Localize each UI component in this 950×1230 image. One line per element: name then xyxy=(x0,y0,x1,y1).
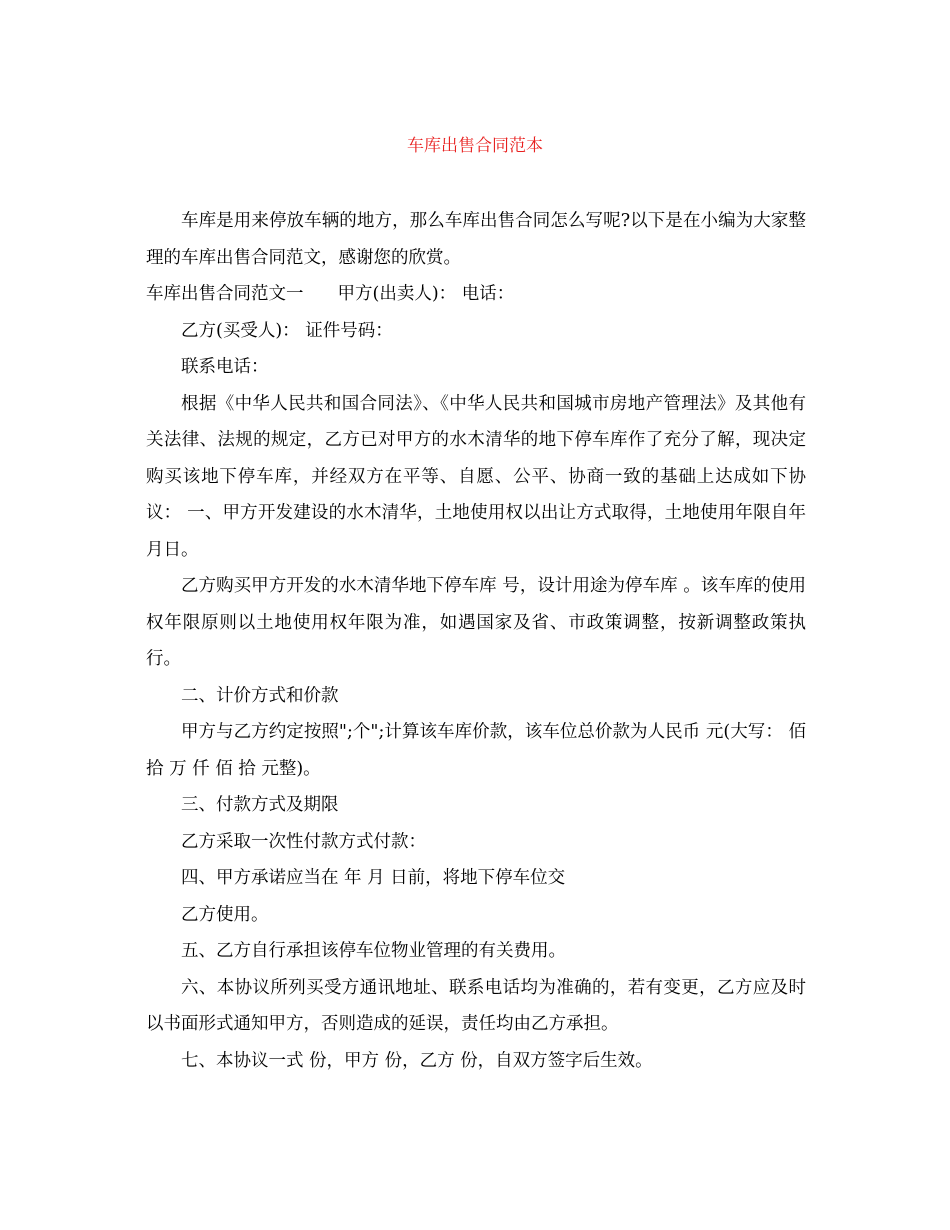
section4-line1: 四、甲方承诺应当在 年 月 日前，将地下停车位交 xyxy=(181,868,566,888)
section3-title: 三、付款方式及期限 xyxy=(181,795,339,815)
purchase-paragraph: 乙方购买甲方开发的水木清华地下停车库 号，设计用途为停车库 。该车库的使用权年限原则以土地使用权年限为准，如遇国家及省、市政策调整，按新调整政策执行。 xyxy=(146,576,806,669)
section2-body: 甲方与乙方约定按照";个";计算该车库价款，该车位总价款为人民币 元(大写： 佰 拾 万 仟 佰 拾 元整)。 xyxy=(146,722,806,779)
sample-heading: 车库出售合同范文一 xyxy=(146,284,304,304)
section3-body: 乙方采取一次性付款方式付款： xyxy=(181,831,426,852)
section2-title: 二、计价方式和价款 xyxy=(181,685,339,706)
section4-line2: 乙方使用。 xyxy=(181,904,269,925)
document-body xyxy=(146,203,806,1079)
buyer-line: 乙方(买受人)： 证件号码： xyxy=(181,320,393,341)
section7-paragraph: 七、本协议一式 份，甲方 份，乙方 份，自双方签字后生效。 xyxy=(181,1050,653,1071)
section5-paragraph: 五、乙方自行承担该停车位物业管理的有关费用。 xyxy=(181,941,566,961)
sample-heading-line xyxy=(146,276,806,313)
document-title: 车库出售合同范本 xyxy=(407,136,543,156)
section6-paragraph: 六、本协议所列买受方通讯地址、联系电话均为准确的，若有变更，乙方应及时以书面形式通知甲方，否则造成的延误，责任均由乙方承担。 xyxy=(146,977,806,1034)
basis-paragraph: 根据《中华人民共和国合同法》、《中华人民共和国城市房地产管理法》及其他有关法律、法规的规定，乙方已对甲方的水木清华的地下停车库作了充分了解，现决定购买该地下停车库，并经双方在平等、自愿、公平、协商一致的基础上达成如下协议： 一、甲方开发建设的水木清华，土地使用权以出让方式取得，土地使用年限自年月日。 xyxy=(146,393,806,560)
seller-line: 甲方(出卖人)： 电话： xyxy=(337,284,515,304)
contact-line: 联系电话： xyxy=(181,357,269,377)
intro-paragraph: 车库是用来停放车辆的地方，那么车库出售合同怎么写呢?以下是在小编为大家整理的车库出售合同范文，感谢您的欣赏。 xyxy=(146,211,806,268)
